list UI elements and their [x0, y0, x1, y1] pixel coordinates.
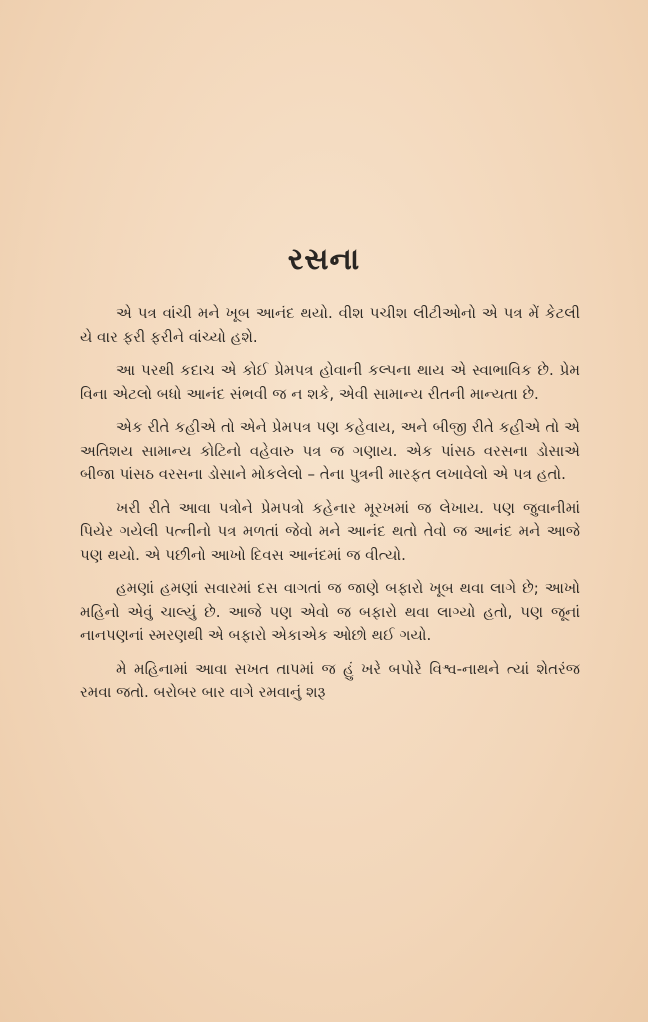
- paragraph: એ પત્ર વાંચી મને ખૂબ આનંદ થયો. વીશ પચીશ લીટીઓનો એ પત્ર મેં કેટલી યે વાર ફરી ફરીને વાંચ્યો હશે.: [80, 304, 580, 346]
- paragraph: હમણાં હમણાં સવારમાં દસ વાગતાં જ જાણે બફારો ખૂબ થવા લાગે છે; આખો મહિનો એવું ચાલ્યું છે. આજે પણ એવો જ બફારો થવા લાગ્યો હતો, પણ જૂનાં નાનપણનાં સ્મરણથી એ બફારો એકાએક ઓછો થઈ ગયો.: [80, 579, 580, 644]
- chapter-body: [80, 302, 580, 715]
- paragraph: મે મહિનામાં આવા સખત તાપમાં જ હું ખરે બપોરે વિશ્વ-નાથને ત્યાં શેતરંજ રમવા જતો. બરોબર બાર વાગે રમવાનું શરૂ: [80, 659, 580, 701]
- paragraph: એક રીતે કહીએ તો એને પ્રેમપત્ર પણ કહેવાય, અને બીજી રીતે કહીએ તો એ અતિશય સામાન્ય કોટિનો વહેવારુ પત્ર જ ગણાય. એક પાંસઠ વરસના ડોસાએ બીજા પાંસઠ વરસના ડોસાને મોકલેલો – તેના પુત્રની મારફત લખાવેલો એ પત્ર હતો.: [80, 418, 580, 483]
- paragraph: આ પરથી કદાચ એ કોઈ પ્રેમપત્ર હોવાની કલ્પના થાય એ સ્વાભાવિક છે. પ્રેમ વિના એટલો બધો આનંદ સંભવી જ ન શકે, એવી સામાન્ય રીતની માન્યતા છે.: [80, 361, 580, 403]
- paragraph: ખરી રીતે આવા પત્રોને પ્રેમપત્રો કહેનાર મૂરખમાં જ લેખાય. પણ જુવાનીમાં પિયેર ગયેલી પત્નીનો પત્ર મળતાં જેવો મને આનંદ થતો તેવો જ આનંદ મને આજે પણ થયો. એ પછીનો આખો દિવસ આનંદમાં જ વીત્યો.: [80, 498, 580, 564]
- chapter-title: રસના: [287, 242, 361, 277]
